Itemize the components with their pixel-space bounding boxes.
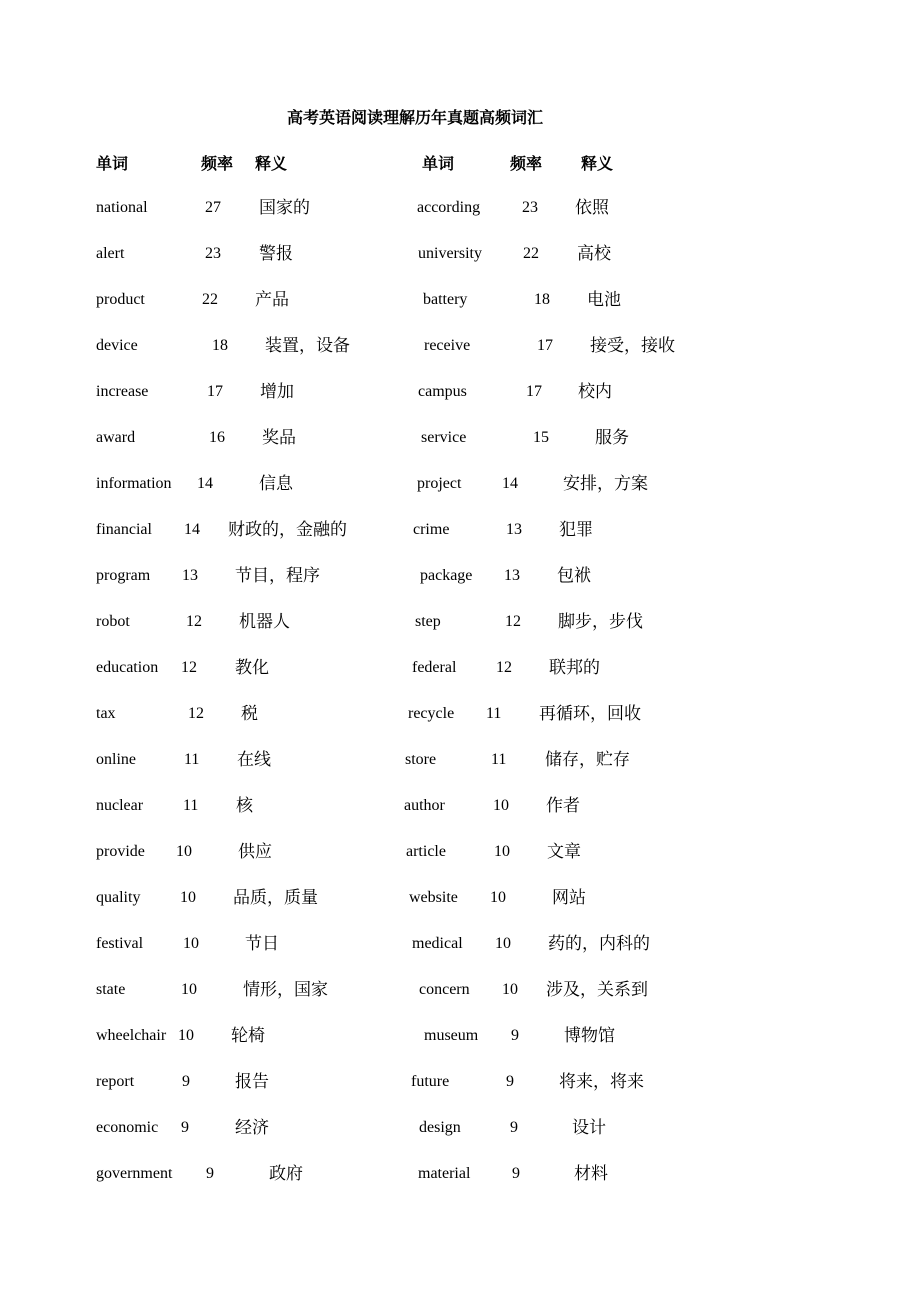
frequency-text: 12 [188, 705, 204, 722]
word-text: author [404, 797, 445, 814]
meaning-text: 警报 [259, 244, 293, 264]
meaning-text: 高校 [577, 244, 611, 264]
page-title: 高考英语阅读理解历年真题高频词汇 [286, 108, 543, 127]
frequency-text: 18 [534, 291, 550, 308]
word-text: step [415, 613, 441, 630]
meaning-text: 博物馆 [564, 1026, 615, 1046]
meaning-text: 涉及，关系到 [546, 980, 648, 1000]
word-text: museum [424, 1027, 479, 1044]
frequency-text: 14 [197, 475, 213, 492]
frequency-text: 23 [522, 199, 538, 216]
meaning-text: 再循环，回收 [539, 704, 641, 724]
word-text: university [418, 245, 482, 262]
frequency-text: 10 [178, 1027, 194, 1044]
frequency-text: 10 [180, 889, 196, 906]
meaning-text: 接受，接收 [590, 336, 675, 356]
word-text: alert [96, 245, 125, 262]
meaning-text: 网站 [552, 888, 586, 908]
frequency-text: 10 [494, 843, 510, 860]
word-text: article [406, 843, 446, 860]
meaning-text: 依照 [575, 198, 609, 218]
meaning-text: 机器人 [239, 612, 290, 632]
meaning-text: 产品 [255, 290, 289, 310]
meaning-text: 税 [241, 704, 258, 724]
frequency-text: 14 [502, 475, 518, 492]
word-text: nuclear [96, 797, 144, 814]
meaning-text: 脚步，步伐 [558, 612, 643, 632]
word-text: economic [96, 1119, 159, 1136]
frequency-text: 10 [490, 889, 506, 906]
word-text: education [96, 659, 159, 676]
meaning-text: 供应 [238, 842, 272, 862]
right-header-freq: 频率 [510, 154, 543, 173]
meaning-text: 包袱 [557, 566, 591, 586]
word-text: national [96, 199, 148, 216]
meaning-text: 奖品 [262, 428, 296, 448]
word-text: concern [419, 981, 470, 998]
word-text: award [96, 429, 136, 446]
word-text: festival [96, 935, 144, 952]
word-text: product [96, 291, 145, 308]
right-header-word: 单词 [422, 154, 455, 173]
meaning-text: 教化 [235, 658, 269, 678]
frequency-text: 13 [182, 567, 198, 584]
meaning-text: 经济 [235, 1118, 269, 1138]
frequency-text: 15 [533, 429, 549, 446]
frequency-text: 17 [526, 383, 542, 400]
word-text: campus [418, 383, 467, 400]
meaning-text: 节日 [245, 934, 279, 954]
frequency-text: 9 [511, 1027, 519, 1044]
meaning-text: 药的，内科的 [548, 934, 650, 954]
meaning-text: 信息 [259, 474, 293, 494]
meaning-text: 轮椅 [231, 1026, 265, 1046]
word-text: federal [412, 659, 457, 676]
frequency-text: 17 [207, 383, 223, 400]
frequency-text: 9 [512, 1165, 520, 1182]
frequency-text: 12 [181, 659, 197, 676]
frequency-text: 9 [206, 1165, 214, 1182]
meaning-text: 犯罪 [559, 520, 593, 540]
frequency-text: 13 [506, 521, 522, 538]
word-text: state [96, 981, 126, 998]
frequency-text: 17 [537, 337, 553, 354]
left-header-word: 单词 [96, 154, 129, 173]
word-text: recycle [408, 705, 455, 722]
word-text: medical [412, 935, 463, 952]
meaning-text: 电池 [587, 290, 621, 310]
frequency-text: 27 [205, 199, 221, 216]
frequency-text: 9 [506, 1073, 514, 1090]
meaning-text: 校内 [578, 382, 612, 402]
frequency-text: 10 [493, 797, 509, 814]
word-text: device [96, 337, 138, 354]
word-text: increase [96, 383, 149, 400]
meaning-text: 文章 [547, 842, 581, 862]
frequency-text: 11 [183, 797, 199, 814]
word-text: tax [96, 705, 116, 722]
meaning-text: 国家的 [259, 198, 310, 218]
frequency-text: 9 [182, 1073, 190, 1090]
meaning-text: 节目，程序 [235, 566, 320, 586]
word-text: quality [96, 889, 141, 906]
word-text: website [409, 889, 458, 906]
word-text: receive [424, 337, 471, 354]
frequency-text: 10 [502, 981, 518, 998]
frequency-text: 18 [212, 337, 228, 354]
right-header-meaning: 释义 [581, 154, 614, 173]
frequency-text: 10 [183, 935, 199, 952]
frequency-text: 10 [495, 935, 511, 952]
word-text: robot [96, 613, 130, 630]
word-text: battery [423, 291, 468, 308]
frequency-text: 10 [176, 843, 192, 860]
meaning-text: 服务 [595, 428, 629, 448]
word-text: report [96, 1073, 135, 1090]
meaning-text: 增加 [260, 382, 294, 402]
word-text: store [405, 751, 437, 768]
meaning-text: 储存，贮存 [545, 750, 630, 770]
meaning-text: 在线 [237, 750, 271, 770]
word-text: design [419, 1119, 461, 1136]
left-header-meaning: 释义 [255, 154, 288, 173]
frequency-text: 11 [184, 751, 200, 768]
word-text: package [420, 567, 473, 584]
frequency-text: 22 [202, 291, 218, 308]
frequency-text: 22 [523, 245, 539, 262]
meaning-text: 品质，质量 [233, 888, 318, 908]
meaning-text: 核 [236, 796, 253, 816]
word-text: project [417, 475, 462, 492]
meaning-text: 联邦的 [549, 658, 600, 678]
frequency-text: 12 [496, 659, 512, 676]
frequency-text: 12 [505, 613, 521, 630]
meaning-text: 设计 [572, 1118, 606, 1138]
frequency-text: 10 [181, 981, 197, 998]
word-text: financial [96, 521, 152, 538]
word-text: material [418, 1165, 471, 1182]
frequency-text: 23 [205, 245, 221, 262]
meaning-text: 财政的，金融的 [228, 520, 347, 540]
frequency-text: 9 [181, 1119, 189, 1136]
word-text: online [96, 751, 136, 768]
frequency-text: 13 [504, 567, 520, 584]
frequency-text: 12 [186, 613, 202, 630]
frequency-text: 11 [486, 705, 502, 722]
word-text: crime [413, 521, 450, 538]
frequency-text: 11 [491, 751, 507, 768]
frequency-text: 16 [209, 429, 225, 446]
word-text: information [96, 475, 172, 492]
word-text: according [417, 199, 481, 216]
word-text: provide [96, 843, 145, 860]
meaning-text: 材料 [574, 1164, 608, 1184]
meaning-text: 情形，国家 [243, 980, 328, 1000]
word-text: future [411, 1073, 450, 1090]
meaning-text: 装置，设备 [265, 336, 350, 356]
meaning-text: 作者 [546, 796, 580, 816]
word-text: service [421, 429, 467, 446]
meaning-text: 报告 [235, 1072, 269, 1092]
word-text: government [96, 1165, 173, 1182]
word-text: program [96, 567, 151, 584]
meaning-text: 政府 [269, 1164, 303, 1184]
left-header-freq: 频率 [201, 154, 234, 173]
frequency-text: 14 [184, 521, 200, 538]
meaning-text: 将来，将来 [559, 1072, 644, 1092]
frequency-text: 9 [510, 1119, 518, 1136]
word-text: wheelchair [96, 1027, 167, 1044]
meaning-text: 安排，方案 [563, 474, 648, 494]
